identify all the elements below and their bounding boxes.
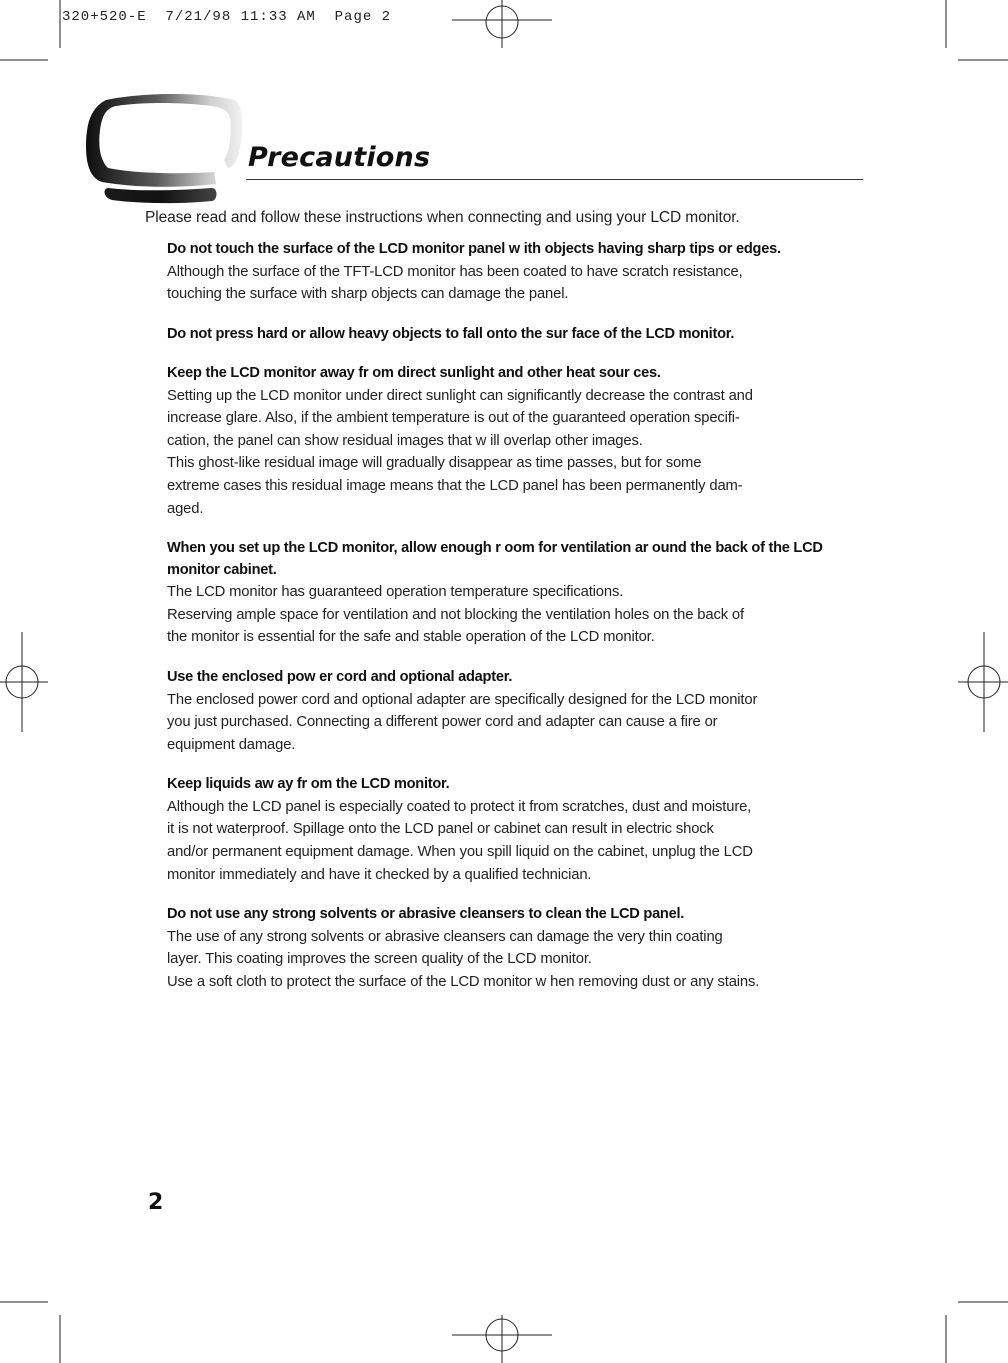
precaution-text-line: increase glare. Also, if the ambient temperature is out of the guaranteed operation specifi- (167, 410, 740, 427)
precaution-text-line: The enclosed power cord and optional adapter are specifically designed for the LCD monitor (167, 691, 758, 708)
registration-target-top (452, 0, 552, 48)
precaution-text-line: This ghost-like residual image will gradually disappear as time passes, but for some (167, 455, 702, 472)
precaution-text-line: monitor immediately and have it checked by a qualified technician. (167, 866, 592, 883)
precautions-list (167, 239, 867, 1011)
precaution-text-line: it is not waterproof. Spillage onto the LCD panel or cabinet can result in electric shock (167, 821, 714, 838)
precaution-text-line: aged. (167, 500, 204, 517)
precaution-text-line: equipment damage. (167, 736, 296, 753)
precaution-text-line: The use of any strong solvents or abrasive cleansers can damage the very thin coating (167, 928, 723, 945)
precaution-text-line: Although the surface of the TFT-LCD monitor has been coated to have scratch resistance, (167, 263, 743, 280)
registration-target-bottom (452, 1315, 552, 1363)
precaution-heading: Do not use any strong solvents or abrasive cleansers to clean the LCD panel. (167, 906, 685, 923)
precaution-text-line: Although the LCD panel is especially coated to protect it from scratches, dust and moisture, (167, 798, 752, 815)
precaution-text-line: you just purchased. Connecting a different power cord and adapter can cause a fire or (167, 714, 718, 731)
precaution-heading: Keep the LCD monitor away fr om direct sunlight and other heat sour ces. (167, 365, 661, 382)
registration-target-right (958, 632, 1008, 732)
precaution-heading: Do not press hard or allow heavy objects to fall onto the sur face of the LCD monitor. (167, 325, 735, 342)
precaution-text-line: the monitor is essential for the safe and stable operation of the LCD monitor. (167, 629, 655, 646)
precaution-text-line: touching the surface with sharp objects can damage the panel. (167, 286, 569, 303)
page-title: Precautions (248, 142, 431, 173)
precaution-heading: Keep liquids aw ay fr om the LCD monitor. (167, 776, 450, 793)
intro-text: Please read and follow these instructions when connecting and using your LCD monitor. (145, 209, 740, 226)
print-slug: 320+520-E 7/21/98 11:33 AM Page 2 (62, 9, 392, 25)
monitor-swoosh-logo (84, 90, 246, 208)
precaution-text-line: Use a soft cloth to protect the surface of the LCD monitor w hen removing dust or any stains. (167, 973, 760, 990)
precaution-text-line: extreme cases this residual image means that the LCD panel has been permanently dam- (167, 478, 743, 495)
precaution-item (167, 774, 867, 886)
precaution-item (167, 363, 867, 520)
precaution-heading: When you set up the LCD monitor, allow enough r oom for ventilation ar ound the back of the LCD monitor cabinet. (167, 540, 823, 578)
precaution-item (167, 538, 867, 649)
precaution-text-line: Setting up the LCD monitor under direct sunlight can significantly decrease the contrast and (167, 387, 753, 404)
precaution-item (167, 239, 867, 306)
precaution-text-line: cation, the panel can show residual images that w ill overlap other images. (167, 432, 643, 449)
page-number: 2 (148, 1190, 164, 1215)
precaution-text-line: and/or permanent equipment damage. When you spill liquid on the cabinet, unplug the LCD (167, 844, 753, 860)
precaution-item (167, 324, 867, 346)
precaution-item (167, 904, 867, 993)
precaution-item (167, 667, 867, 756)
precaution-heading: Use the enclosed pow er cord and optional adapter. (167, 669, 513, 686)
precaution-text-line: The LCD monitor has guaranteed operation temperature specifications. (167, 584, 624, 601)
registration-target-left (0, 632, 48, 732)
precaution-text-line: layer. This coating improves the screen quality of the LCD monitor. (167, 951, 592, 968)
title-rule (246, 179, 863, 180)
precaution-text-line: Reserving ample space for ventilation and not blocking the ventilation holes on the back of (167, 606, 744, 623)
precaution-heading: Do not touch the surface of the LCD monitor panel w ith objects having sharp tips or edges. (167, 241, 781, 257)
